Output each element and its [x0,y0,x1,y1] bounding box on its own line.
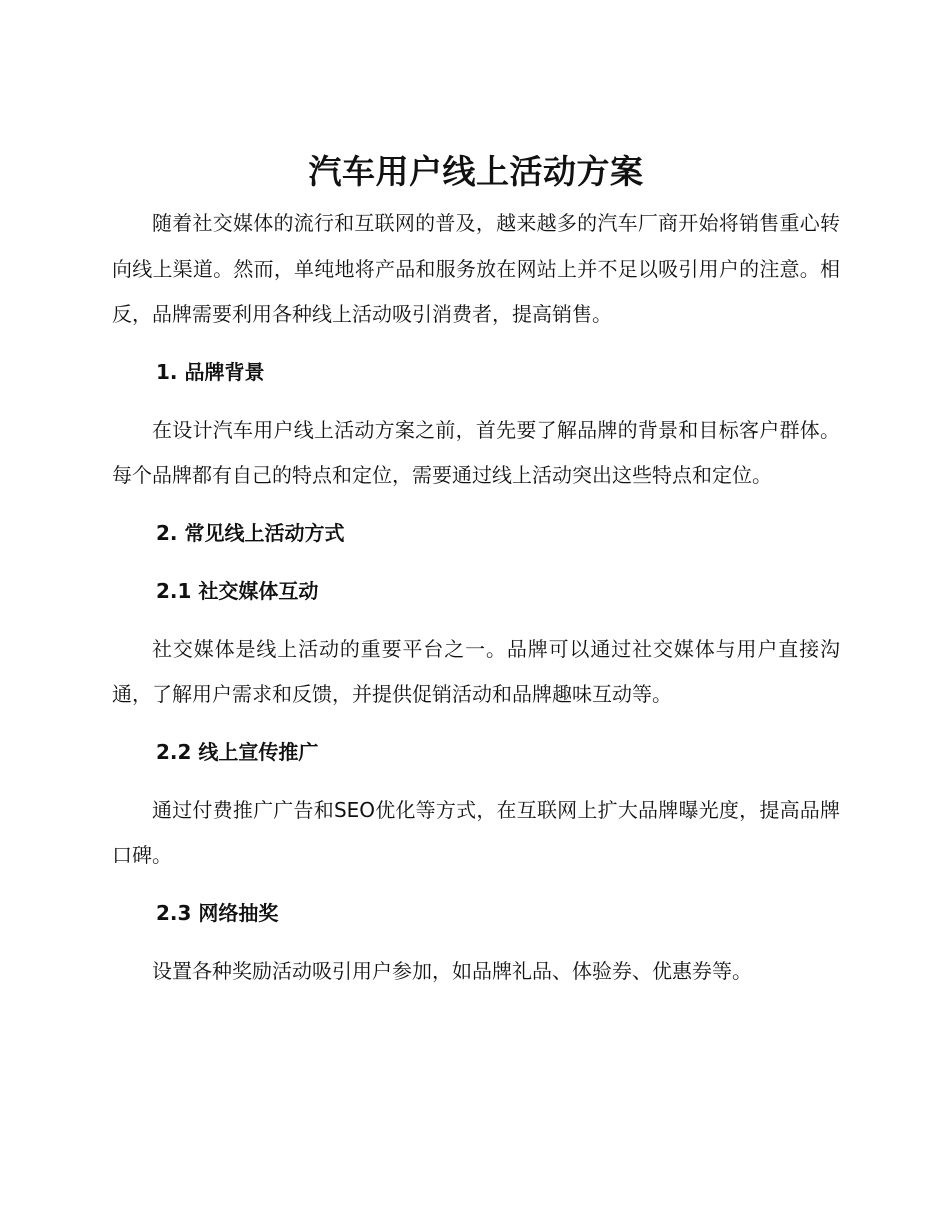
document-body [112,146,840,994]
paragraph-social-media: 社交媒体是线上活动的重要平台之一。品牌可以通过社交媒体与用户直接沟通，了解用户需求和反馈，并提供促销活动和品牌趣味互动等。 [112,636,840,706]
paragraph-brand-background: 在设计汽车用户线上活动方案之前，首先要了解品牌的背景和目标客户群体。每个品牌都有自己的特点和定位，需要通过线上活动突出这些特点和定位。 [112,417,840,487]
heading-online-promotion: 2.2 线上宣传推广 [156,739,319,764]
heading-online-lottery: 2.3 网络抽奖 [156,900,279,925]
heading-social-media: 2.1 社交媒体互动 [156,578,319,603]
heading-common-activities: 2. 常见线上活动方式 [156,520,345,545]
heading-brand-background: 1. 品牌背景 [156,359,265,384]
paragraph-online-lottery: 设置各种奖励活动吸引用户参加，如品牌礼品、体验券、优惠券等。 [152,958,752,983]
document-title: 汽车用户线上活动方案 [308,152,644,191]
paragraph-online-promotion: 通过付费推广广告和SEO优化等方式，在互联网上扩大品牌曝光度，提高品牌口碑。 [112,797,840,867]
intro-paragraph: 随着社交媒体的流行和互联网的普及，越来越多的汽车厂商开始将销售重心转向线上渠道。然而，单纯地将产品和服务放在网站上并不足以吸引用户的注意。相反，品牌需要利用各种线上活动吸引消费者，提高销售。 [112,211,840,326]
